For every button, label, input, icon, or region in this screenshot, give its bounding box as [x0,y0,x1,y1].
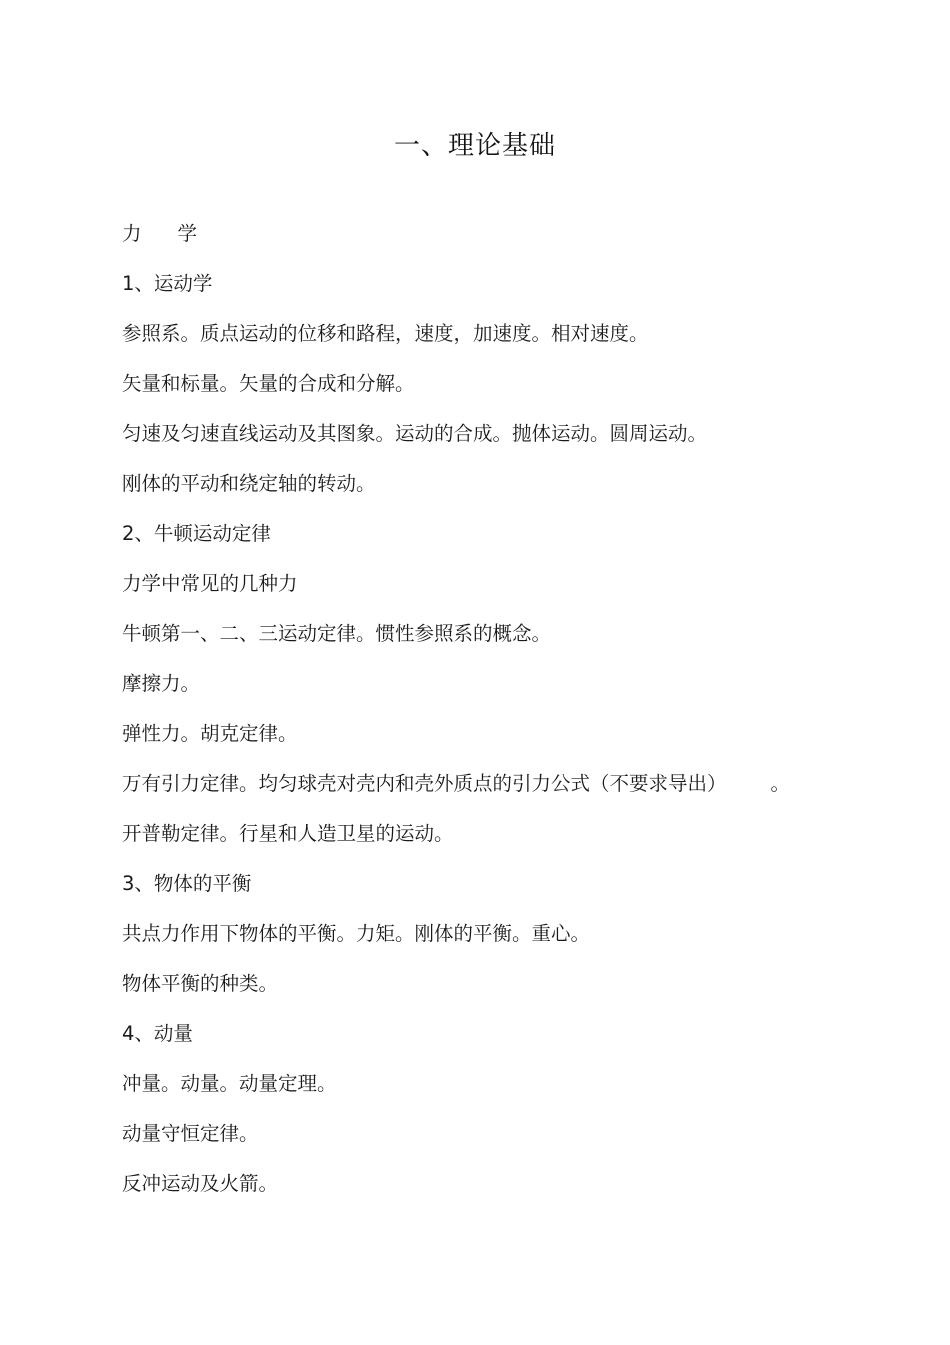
section-heading-equilibrium: 3、物体的平衡 [122,872,252,895]
subject-heading-left: 力 [122,222,142,245]
subject-heading [122,220,197,248]
text-line: 刚体的平动和绕定轴的转动。 [122,472,376,495]
text-line: 力学中常见的几种力 [122,572,298,595]
text-line: 摩擦力。 [122,672,201,695]
trailing-period: 。 [770,772,791,795]
text-line: 反冲运动及火箭。 [122,1172,279,1195]
text-line: 弹性力。胡克定律。 [122,722,298,745]
text-line: 动量守恒定律。 [122,1122,259,1145]
section-heading-momentum: 4、动量 [122,1022,193,1045]
section-heading-newton-laws: 2、牛顿运动定律 [122,522,271,545]
text-line: 冲量。动量。动量定理。 [122,1072,337,1095]
text-line: 匀速及匀速直线运动及其图象。运动的合成。抛体运动。圆周运动。 [122,422,708,445]
text-line-gravitation [122,770,790,798]
text-line: 开普勒定律。行星和人造卫星的运动。 [122,822,454,845]
text-line: 参照系。质点运动的位移和路程，速度，加速度。相对速度。 [122,322,649,345]
text-line: 矢量和标量。矢量的合成和分解。 [122,372,415,395]
text-line-content: 万有引力定律。均匀球壳对壳内和壳外质点的引力公式（不要求导出） [122,772,727,795]
text-line: 物体平衡的种类。 [122,972,279,995]
section-heading-kinematics: 1、运动学 [122,272,213,295]
subject-heading-right: 学 [177,222,198,245]
text-line: 牛顿第一、二、三运动定律。惯性参照系的概念。 [122,622,552,645]
page-title: 一、理论基础 [393,131,556,161]
text-line: 共点力作用下物体的平衡。力矩。刚体的平衡。重心。 [122,922,591,945]
